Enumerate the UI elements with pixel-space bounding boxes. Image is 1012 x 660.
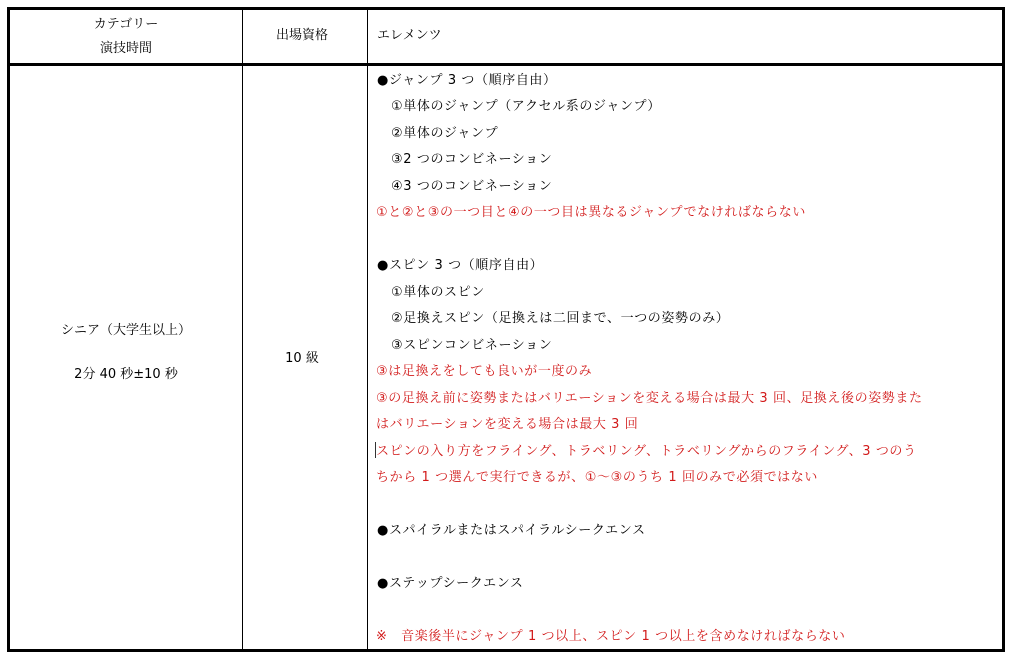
music-requirement-note: ※ 音楽後半にジャンプ 1 つ以上、スピン 1 つ以上を含めなければならない [376,629,846,644]
spiral-section-title: ●スパイラルまたはスパイラルシークエンス [377,523,646,538]
spin-note-2-line-2: はバリエーションを変える場合は最大 3 回 [376,417,639,432]
jump-note: ①と②と③の一つ目と④の一つ目は異なるジャンプでなければならない [376,205,806,220]
header-elements: エレメンツ [377,28,442,43]
spin-section-title: ●スピン 3 つ（順序自由） [377,258,544,273]
spin-note-3-line-2: ちから 1 つ選んで実行できるが、①～③のうち 1 回のみで必須ではない [376,470,818,485]
performance-time: 2分 40 秒±10 秒 [74,367,178,382]
column-divider-1 [242,10,243,649]
jump-item-3: ③2 つのコンビネーション [391,152,553,167]
text-cursor [375,442,376,458]
jump-item-1: ①単体のジャンプ（アクセル系のジャンプ） [391,99,661,114]
header-eligibility: 出場資格 [275,28,328,43]
column-divider-2 [367,10,368,649]
header-category-label: カテゴリー [93,17,159,32]
step-section-title: ●ステップシークエンス [377,576,524,591]
spin-note-1: ③は足換えをしても良いが一度のみ [376,364,593,379]
header-time-label: 演技時間 [99,41,152,56]
jump-item-4: ④3 つのコンビネーション [391,179,553,194]
spin-item-3: ③スピンコンビネーション [391,338,553,353]
jump-item-2: ②単体のジャンプ [391,126,499,141]
header-category [10,16,242,58]
eligibility-cell: 10 級 [285,351,319,366]
category-cell [10,322,242,384]
header-divider [10,63,1002,66]
jump-section-title: ●ジャンプ 3 つ（順序自由） [377,73,557,88]
spin-item-2: ②足換えスピン（足換えは二回まで、一つの姿勢のみ） [391,311,730,326]
spin-item-1: ①単体のスピン [391,285,485,300]
spin-note-2-line-1: ③の足換え前に姿勢またはバリエーションを変える場合は最大 3 回、足換え後の姿勢また [376,391,923,406]
spin-note-3-line-1: スピンの入り方をフライング、トラベリング、トラベリングからのフライング、3 つのう [376,444,917,459]
category-name: シニア（大学生以上） [60,323,191,338]
